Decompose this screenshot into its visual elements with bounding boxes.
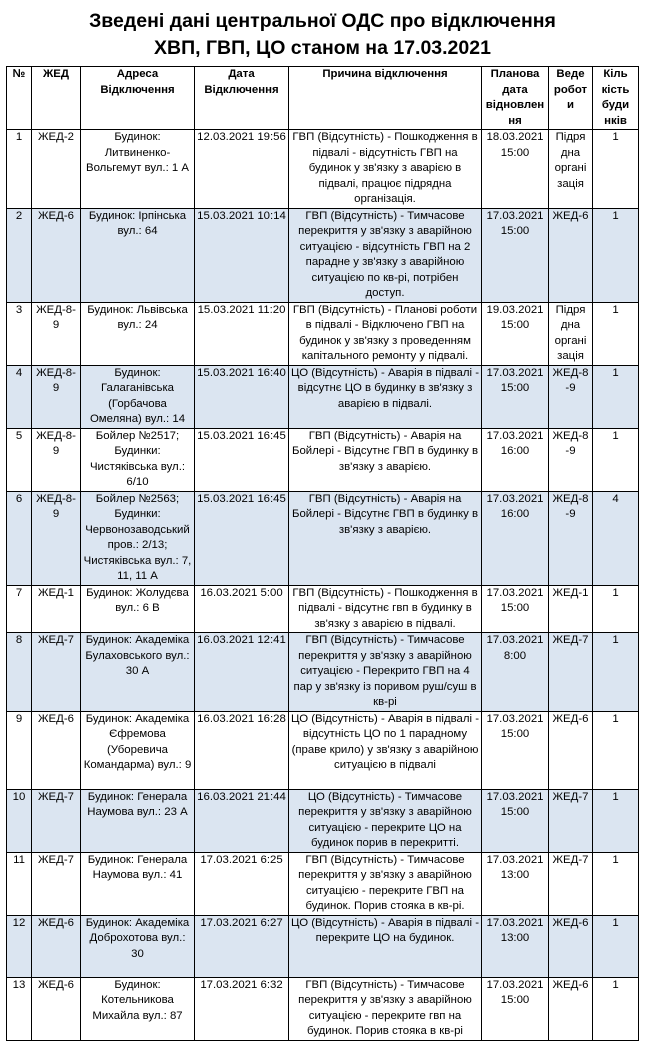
cell-address: Будинок: Академіка Єфремова (Уборевича Командарма) вул.: 9 — [81, 711, 195, 789]
cell-zhed: ЖЕД-8-9 — [32, 302, 81, 365]
table-row — [7, 208, 639, 302]
cell-zhed: ЖЕД-6 — [32, 208, 81, 302]
cell-works: ЖЕД-7 — [549, 633, 593, 712]
table-row — [7, 633, 639, 712]
header-planned: Планова дата відновлення — [482, 67, 549, 130]
cell-zhed: ЖЕД-8-9 — [32, 365, 81, 428]
cell-reason: ЦО (Відсутність) - Аварія в підвалі - відсутнє ЦО в будинку в зв'язку з аварією в підвалі. — [289, 365, 482, 428]
cell-works: ЖЕД-6 — [549, 915, 593, 977]
cell-planned: 17.03.2021 15:00 — [482, 977, 549, 1040]
cell-zhed: ЖЕД-7 — [32, 633, 81, 712]
cell-zhed: ЖЕД-2 — [32, 130, 81, 209]
header-zhed: ЖЕД — [32, 67, 81, 130]
cell-count: 1 — [593, 428, 639, 491]
cell-zhed: ЖЕД-6 — [32, 977, 81, 1040]
cell-date: 15.03.2021 16:40 — [195, 365, 289, 428]
cell-works: ЖЕД-6 — [549, 977, 593, 1040]
cell-planned: 17.03.2021 15:00 — [482, 365, 549, 428]
cell-address: Будинок: Львівська вул.: 24 — [81, 302, 195, 365]
outage-table — [6, 66, 639, 1041]
cell-date: 16.03.2021 21:44 — [195, 789, 289, 852]
cell-planned: 17.03.2021 16:00 — [482, 428, 549, 491]
cell-num: 4 — [7, 365, 32, 428]
cell-num: 6 — [7, 491, 32, 585]
header-date: Дата Відключення — [195, 67, 289, 130]
cell-reason: ГВП (Відсутність) - Аварія на Бойлері - Відсутнє ГВП в будинку в зв'язку з аварією. — [289, 491, 482, 585]
cell-address: Будинок: Литвиненко-Вольгемут вул.: 1 А — [81, 130, 195, 209]
cell-reason: ГВП (Відсутність) - Пошкодження в підвалі - відсутність ГВП на будинок у зв'язку з аварією в підвалі, працює підрядна організація. — [289, 130, 482, 209]
cell-num: 1 — [7, 130, 32, 209]
header-works: Веде робот и — [549, 67, 593, 130]
table-row — [7, 130, 639, 209]
cell-count: 1 — [593, 365, 639, 428]
cell-planned: 17.03.2021 15:00 — [482, 711, 549, 789]
cell-reason: ГВП (Відсутність) - Пошкодження в підвалі - відсутнє гвп в будинку в зв'язку з аварією в підвалі. — [289, 585, 482, 633]
header-num: № — [7, 67, 32, 130]
cell-num: 12 — [7, 915, 32, 977]
cell-works: ЖЕД-8-9 — [549, 428, 593, 491]
cell-address: Будинок: Галаганівська (Горбачова Омеляна) вул.: 14 — [81, 365, 195, 428]
cell-count: 1 — [593, 852, 639, 915]
cell-planned: 19.03.2021 15:00 — [482, 302, 549, 365]
cell-address: Будинок: Ірпінська вул.: 64 — [81, 208, 195, 302]
cell-num: 5 — [7, 428, 32, 491]
cell-zhed: ЖЕД-7 — [32, 789, 81, 852]
cell-address: Будинок: Академіка Булаховського вул.: 30 А — [81, 633, 195, 712]
cell-address: Будинок: Жолудєва вул.: 6 В — [81, 585, 195, 633]
cell-works: ЖЕД-8-9 — [549, 365, 593, 428]
table-row — [7, 491, 639, 585]
cell-num: 2 — [7, 208, 32, 302]
cell-num: 11 — [7, 852, 32, 915]
header-reason: Причина відключення — [289, 67, 482, 130]
cell-num: 13 — [7, 977, 32, 1040]
cell-date: 16.03.2021 16:28 — [195, 711, 289, 789]
cell-works: ЖЕД-6 — [549, 711, 593, 789]
header-address: Адреса Відключення — [81, 67, 195, 130]
cell-count: 1 — [593, 130, 639, 209]
cell-zhed: ЖЕД-8-9 — [32, 491, 81, 585]
table-row — [7, 585, 639, 633]
table-row — [7, 915, 639, 977]
cell-planned: 17.03.2021 15:00 — [482, 208, 549, 302]
table-row — [7, 977, 639, 1040]
cell-num: 10 — [7, 789, 32, 852]
table-row — [7, 302, 639, 365]
cell-reason: ГВП (Відсутність) - Тимчасове перекриття у зв'язку з аварійною ситуацією - перекрите ГВП на будинок. Порив стояка в кв-рі. — [289, 852, 482, 915]
cell-planned: 17.03.2021 15:00 — [482, 789, 549, 852]
table-header-row — [7, 67, 639, 130]
cell-num: 9 — [7, 711, 32, 789]
cell-reason: ГВП (Відсутність) - Планові роботи в підвалі - Відключено ГВП на будинок у зв'язку з проведенням капітального ремонту у підвалі. — [289, 302, 482, 365]
cell-works: ЖЕД-6 — [549, 208, 593, 302]
cell-date: 17.03.2021 6:32 — [195, 977, 289, 1040]
cell-reason: ГВП (Відсутність) - Тимчасове перекриття у зв'язку з аварійною ситуацією - перекрите гвп на будинок. Порив стояка в кв-рі — [289, 977, 482, 1040]
cell-address: Будинок: Генерала Наумова вул.: 41 — [81, 852, 195, 915]
cell-date: 12.03.2021 19:56 — [195, 130, 289, 209]
cell-date: 15.03.2021 16:45 — [195, 491, 289, 585]
table-row — [7, 365, 639, 428]
cell-date: 17.03.2021 6:25 — [195, 852, 289, 915]
cell-count: 4 — [593, 491, 639, 585]
cell-count: 1 — [593, 302, 639, 365]
cell-planned: 17.03.2021 8:00 — [482, 633, 549, 712]
cell-count: 1 — [593, 915, 639, 977]
cell-date: 16.03.2021 5:00 — [195, 585, 289, 633]
cell-address: Будинок: Котельникова Михайла вул.: 87 — [81, 977, 195, 1040]
cell-count: 1 — [593, 633, 639, 712]
cell-zhed: ЖЕД-7 — [32, 852, 81, 915]
cell-planned: 17.03.2021 13:00 — [482, 915, 549, 977]
cell-works: ЖЕД-7 — [549, 852, 593, 915]
cell-reason: ГВП (Відсутність) - Тимчасове перекриття у зв'язку з аварійною ситуацією - відсутність ГВП на 2 парадне у зв'язку з аварійною ситуацією по кв-рі, потрібен доступ. — [289, 208, 482, 302]
cell-num: 7 — [7, 585, 32, 633]
table-row — [7, 428, 639, 491]
header-count: Кіль кість буди нків — [593, 67, 639, 130]
cell-zhed: ЖЕД-6 — [32, 915, 81, 977]
cell-date: 15.03.2021 16:45 — [195, 428, 289, 491]
table-row — [7, 789, 639, 852]
cell-address: Бойлер №2563; Будинки: Червонозаводський пров.: 2/13; Чистяківська вул.: 7, 11, 11 А — [81, 491, 195, 585]
cell-address: Будинок: Генерала Наумова вул.: 23 А — [81, 789, 195, 852]
table-row — [7, 711, 639, 789]
cell-num: 8 — [7, 633, 32, 712]
cell-works: Підря дна органі зація — [549, 302, 593, 365]
cell-num: 3 — [7, 302, 32, 365]
cell-works: ЖЕД-8-9 — [549, 491, 593, 585]
cell-reason: ГВП (Відсутність) - Тимчасове перекриття у зв'язку з аварійною ситуацією - Перекрито ГВП на 4 пар у зв'язку із поривом руш/суш в кв-рі — [289, 633, 482, 712]
cell-zhed: ЖЕД-8-9 — [32, 428, 81, 491]
table-body — [7, 130, 639, 1041]
cell-count: 1 — [593, 208, 639, 302]
cell-address: Бойлер №2517; Будинки: Чистяківська вул.: 6/10 — [81, 428, 195, 491]
cell-date: 15.03.2021 11:20 — [195, 302, 289, 365]
cell-works: Підря дна органі зація — [549, 130, 593, 209]
title-line-2: ХВП, ГВП, ЦО станом на 17.03.2021 — [154, 37, 491, 59]
cell-works: ЖЕД-7 — [549, 789, 593, 852]
cell-count: 1 — [593, 585, 639, 633]
table-row — [7, 852, 639, 915]
cell-reason: ЦО (Відсутність) - Аварія в підвалі - відсутність ЦО по 1 парадному (праве крило) у зв'язку з аварійною ситуацією в підвалі — [289, 711, 482, 789]
cell-zhed: ЖЕД-1 — [32, 585, 81, 633]
cell-count: 1 — [593, 789, 639, 852]
cell-date: 16.03.2021 12:41 — [195, 633, 289, 712]
cell-reason: ЦО (Відсутність) - Тимчасове перекриття у зв'язку з аварійною ситуацією - перекрите ЦО на будинок порив в перекритті. — [289, 789, 482, 852]
cell-reason: ГВП (Відсутність) - Аварія на Бойлері - Відсутнє ГВП в будинку в зв'язку з аварією. — [289, 428, 482, 491]
cell-planned: 18.03.2021 15:00 — [482, 130, 549, 209]
cell-date: 15.03.2021 10:14 — [195, 208, 289, 302]
cell-reason: ЦО (Відсутність) - Аварія в підвалі - перекрите ЦО на будинок. — [289, 915, 482, 977]
cell-works: ЖЕД-1 — [549, 585, 593, 633]
cell-planned: 17.03.2021 16:00 — [482, 491, 549, 585]
cell-planned: 17.03.2021 15:00 — [482, 585, 549, 633]
cell-count: 1 — [593, 977, 639, 1040]
cell-address: Будинок: Академіка Доброхотова вул.: 30 — [81, 915, 195, 977]
cell-date: 17.03.2021 6:27 — [195, 915, 289, 977]
cell-zhed: ЖЕД-6 — [32, 711, 81, 789]
cell-count: 1 — [593, 711, 639, 789]
cell-planned: 17.03.2021 13:00 — [482, 852, 549, 915]
title-line-1: Зведені дані центральної ОДС про відключення — [89, 10, 556, 32]
document-title — [0, 8, 645, 62]
